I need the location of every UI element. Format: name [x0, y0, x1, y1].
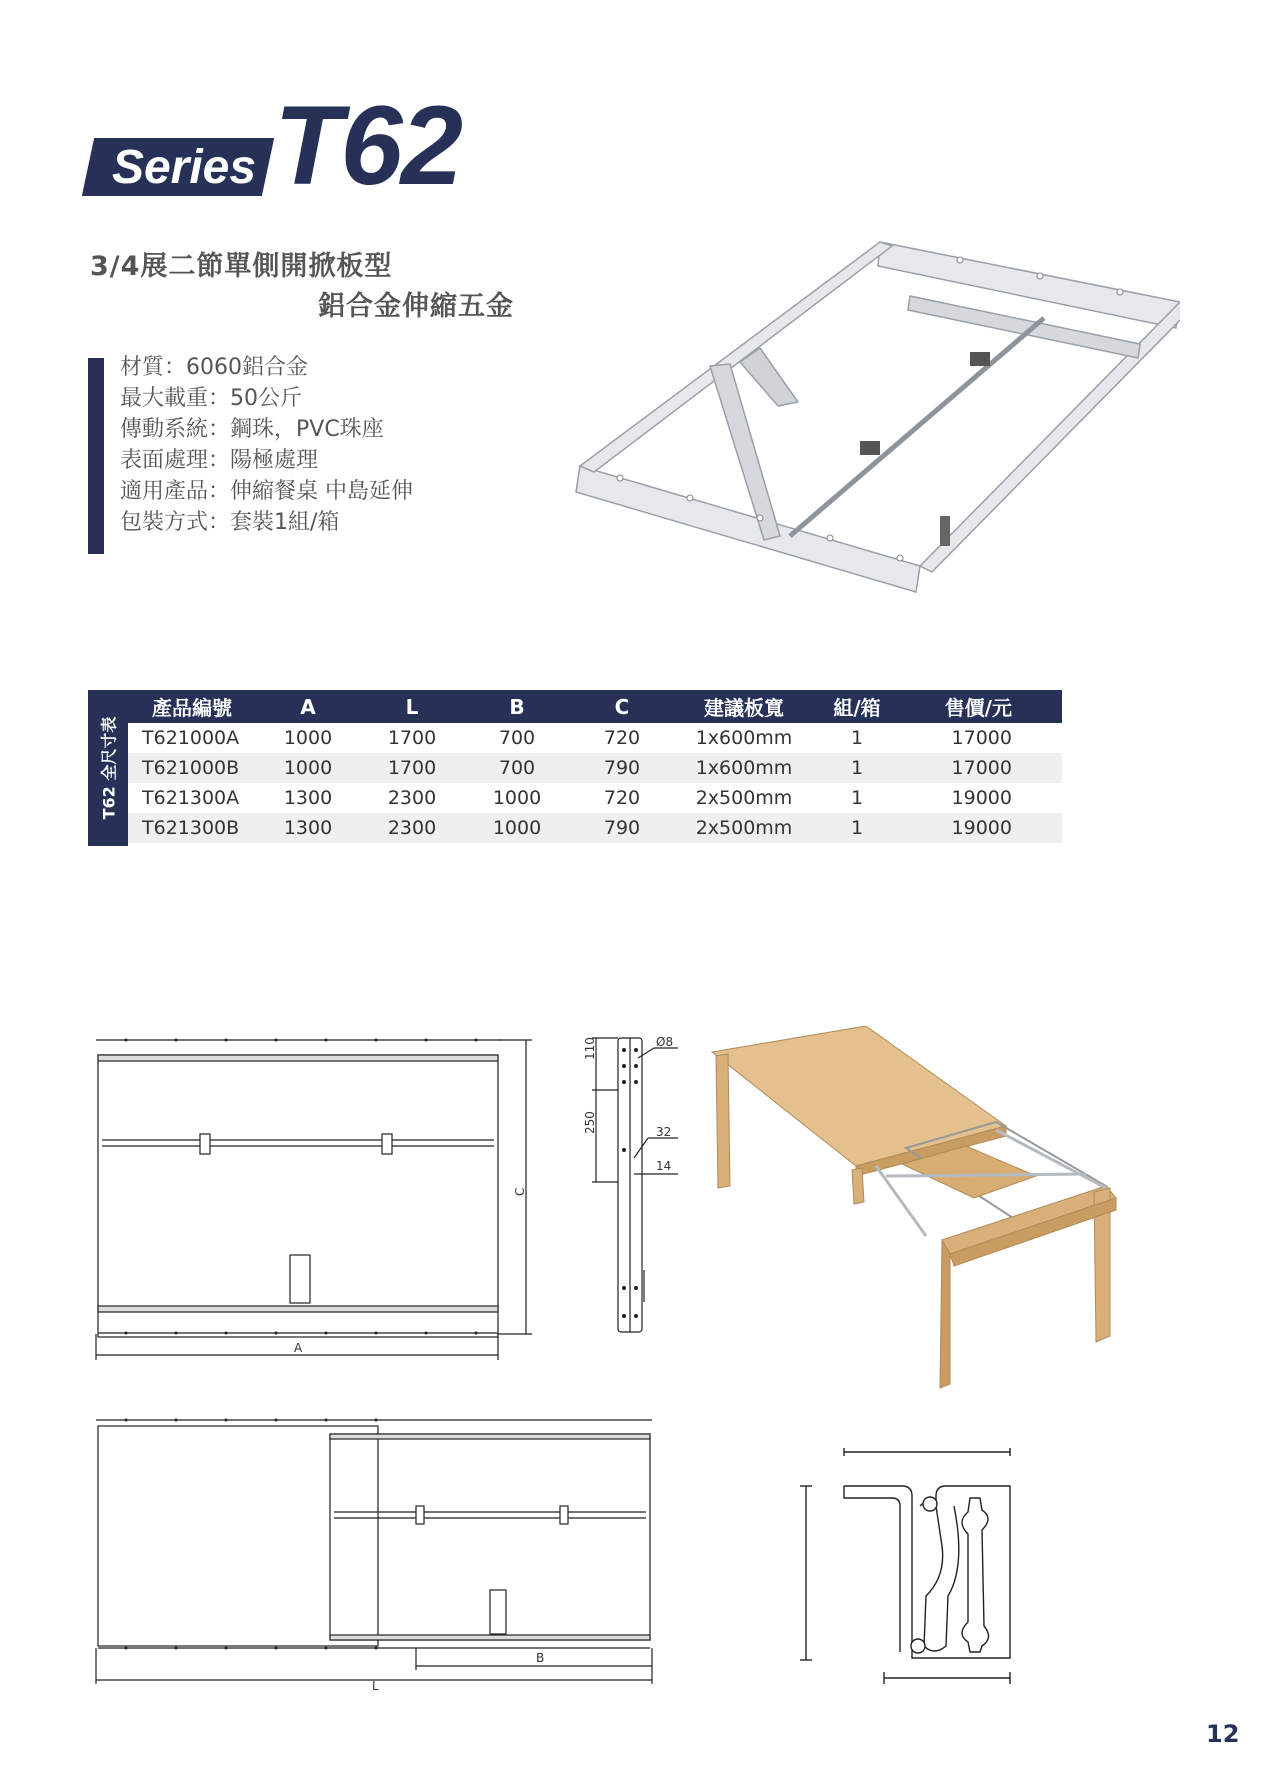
- dim-label-c: C: [513, 1187, 527, 1196]
- cell-a: 1000: [256, 753, 360, 783]
- rail-cross-section: [796, 1446, 1016, 1686]
- table-row: [128, 783, 1062, 813]
- table-row: [128, 753, 1062, 783]
- table-side-label: T62 全尺寸表: [99, 716, 119, 820]
- dimension-table: [128, 690, 1062, 843]
- header-board-width: 建議板寬: [674, 690, 814, 723]
- cell-model: T621300B: [128, 813, 256, 843]
- header-model: 產品編號: [128, 690, 256, 723]
- dim-label-a: A: [294, 1341, 303, 1355]
- side-profile-drawing: [578, 1030, 688, 1340]
- dim-label-14: 14: [656, 1159, 672, 1173]
- cell-model: T621300A: [142, 787, 240, 809]
- dim-label-hole: Ø8: [656, 1035, 674, 1049]
- cell-a: 1000: [283, 727, 333, 749]
- series-logo-model: T62: [274, 83, 461, 208]
- header-a: A: [256, 690, 360, 723]
- spec-material: 材質：6060鋁合金: [120, 355, 308, 380]
- cell-model: T621000A: [142, 727, 240, 749]
- table-side-label-bar: [88, 690, 128, 846]
- header-b: B: [464, 690, 570, 723]
- cell-c: 790: [570, 813, 674, 843]
- dim-label-110: 110: [583, 1037, 597, 1060]
- table-row: [128, 813, 1062, 843]
- cell-b: 1000: [464, 813, 570, 843]
- page-number: 12: [1206, 1720, 1240, 1748]
- header-c: C: [570, 690, 674, 723]
- cell-price: 19000: [900, 813, 1062, 843]
- cell-l: 1700: [360, 753, 464, 783]
- spec-list: [120, 352, 413, 538]
- spec-accent-bar: [88, 358, 104, 554]
- top-view-drawing: [86, 1030, 536, 1360]
- cell-board-width: 1x600mm: [674, 753, 814, 783]
- cell-b: 700: [464, 753, 570, 783]
- cell-b: 700: [498, 727, 536, 749]
- cell-a: 1300: [283, 787, 333, 809]
- cell-sets-per-box: 1: [850, 787, 864, 809]
- cell-l: 2300: [360, 813, 464, 843]
- header-price: 售價/元: [900, 690, 1062, 723]
- dim-label-250: 250: [583, 1111, 597, 1134]
- cell-sets-per-box: 1: [814, 753, 900, 783]
- product-title-line2: 鋁合金伸縮五金: [318, 291, 514, 322]
- header-l: L: [360, 690, 464, 723]
- spec-drive-system: 傳動系統：鋼珠，PVC珠座: [120, 417, 384, 442]
- spec-max-load: 最大載重：50公斤: [120, 386, 302, 411]
- cell-c: 720: [603, 787, 641, 809]
- table-header-row: [128, 690, 1062, 723]
- cell-l: 1700: [387, 727, 437, 749]
- cell-board-width: 2x500mm: [695, 787, 793, 809]
- dim-label-32: 32: [656, 1125, 672, 1139]
- spec-packaging: 包裝方式：套裝1組/箱: [120, 510, 340, 535]
- frame-3d-illustration: [560, 236, 1180, 606]
- cell-c: 790: [570, 753, 674, 783]
- cell-l: 2300: [387, 787, 437, 809]
- cell-price: 19000: [951, 787, 1012, 809]
- series-logo-prefix: Series: [111, 141, 257, 194]
- cell-sets-per-box: 1: [814, 813, 900, 843]
- table-row: [128, 723, 1062, 753]
- spec-application: 適用產品：伸縮餐桌 中島延伸: [120, 479, 413, 504]
- extended-view-drawing: [86, 1412, 666, 1692]
- cell-a: 1300: [256, 813, 360, 843]
- rod-clamp-1: [860, 441, 880, 455]
- cell-c: 720: [603, 727, 641, 749]
- cell-board-width: 2x500mm: [674, 813, 814, 843]
- spec-surface: 表面處理：陽極處理: [120, 448, 319, 473]
- product-title-line1: 3/4展二節單側開掀板型: [90, 251, 393, 282]
- cell-board-width: 1x600mm: [695, 727, 793, 749]
- wood-table-illustration: [706, 1026, 1126, 1406]
- dim-label-l: L: [372, 1679, 379, 1692]
- cell-price: 17000: [900, 753, 1062, 783]
- cell-price: 17000: [951, 727, 1012, 749]
- rod-clamp-2: [970, 352, 990, 366]
- cell-b: 1000: [492, 787, 542, 809]
- cell-model: T621000B: [128, 753, 256, 783]
- slide-block: [940, 516, 950, 546]
- cell-sets-per-box: 1: [850, 727, 864, 749]
- dim-label-b: B: [536, 1651, 545, 1665]
- header-sets-per-box: 組/箱: [814, 690, 900, 723]
